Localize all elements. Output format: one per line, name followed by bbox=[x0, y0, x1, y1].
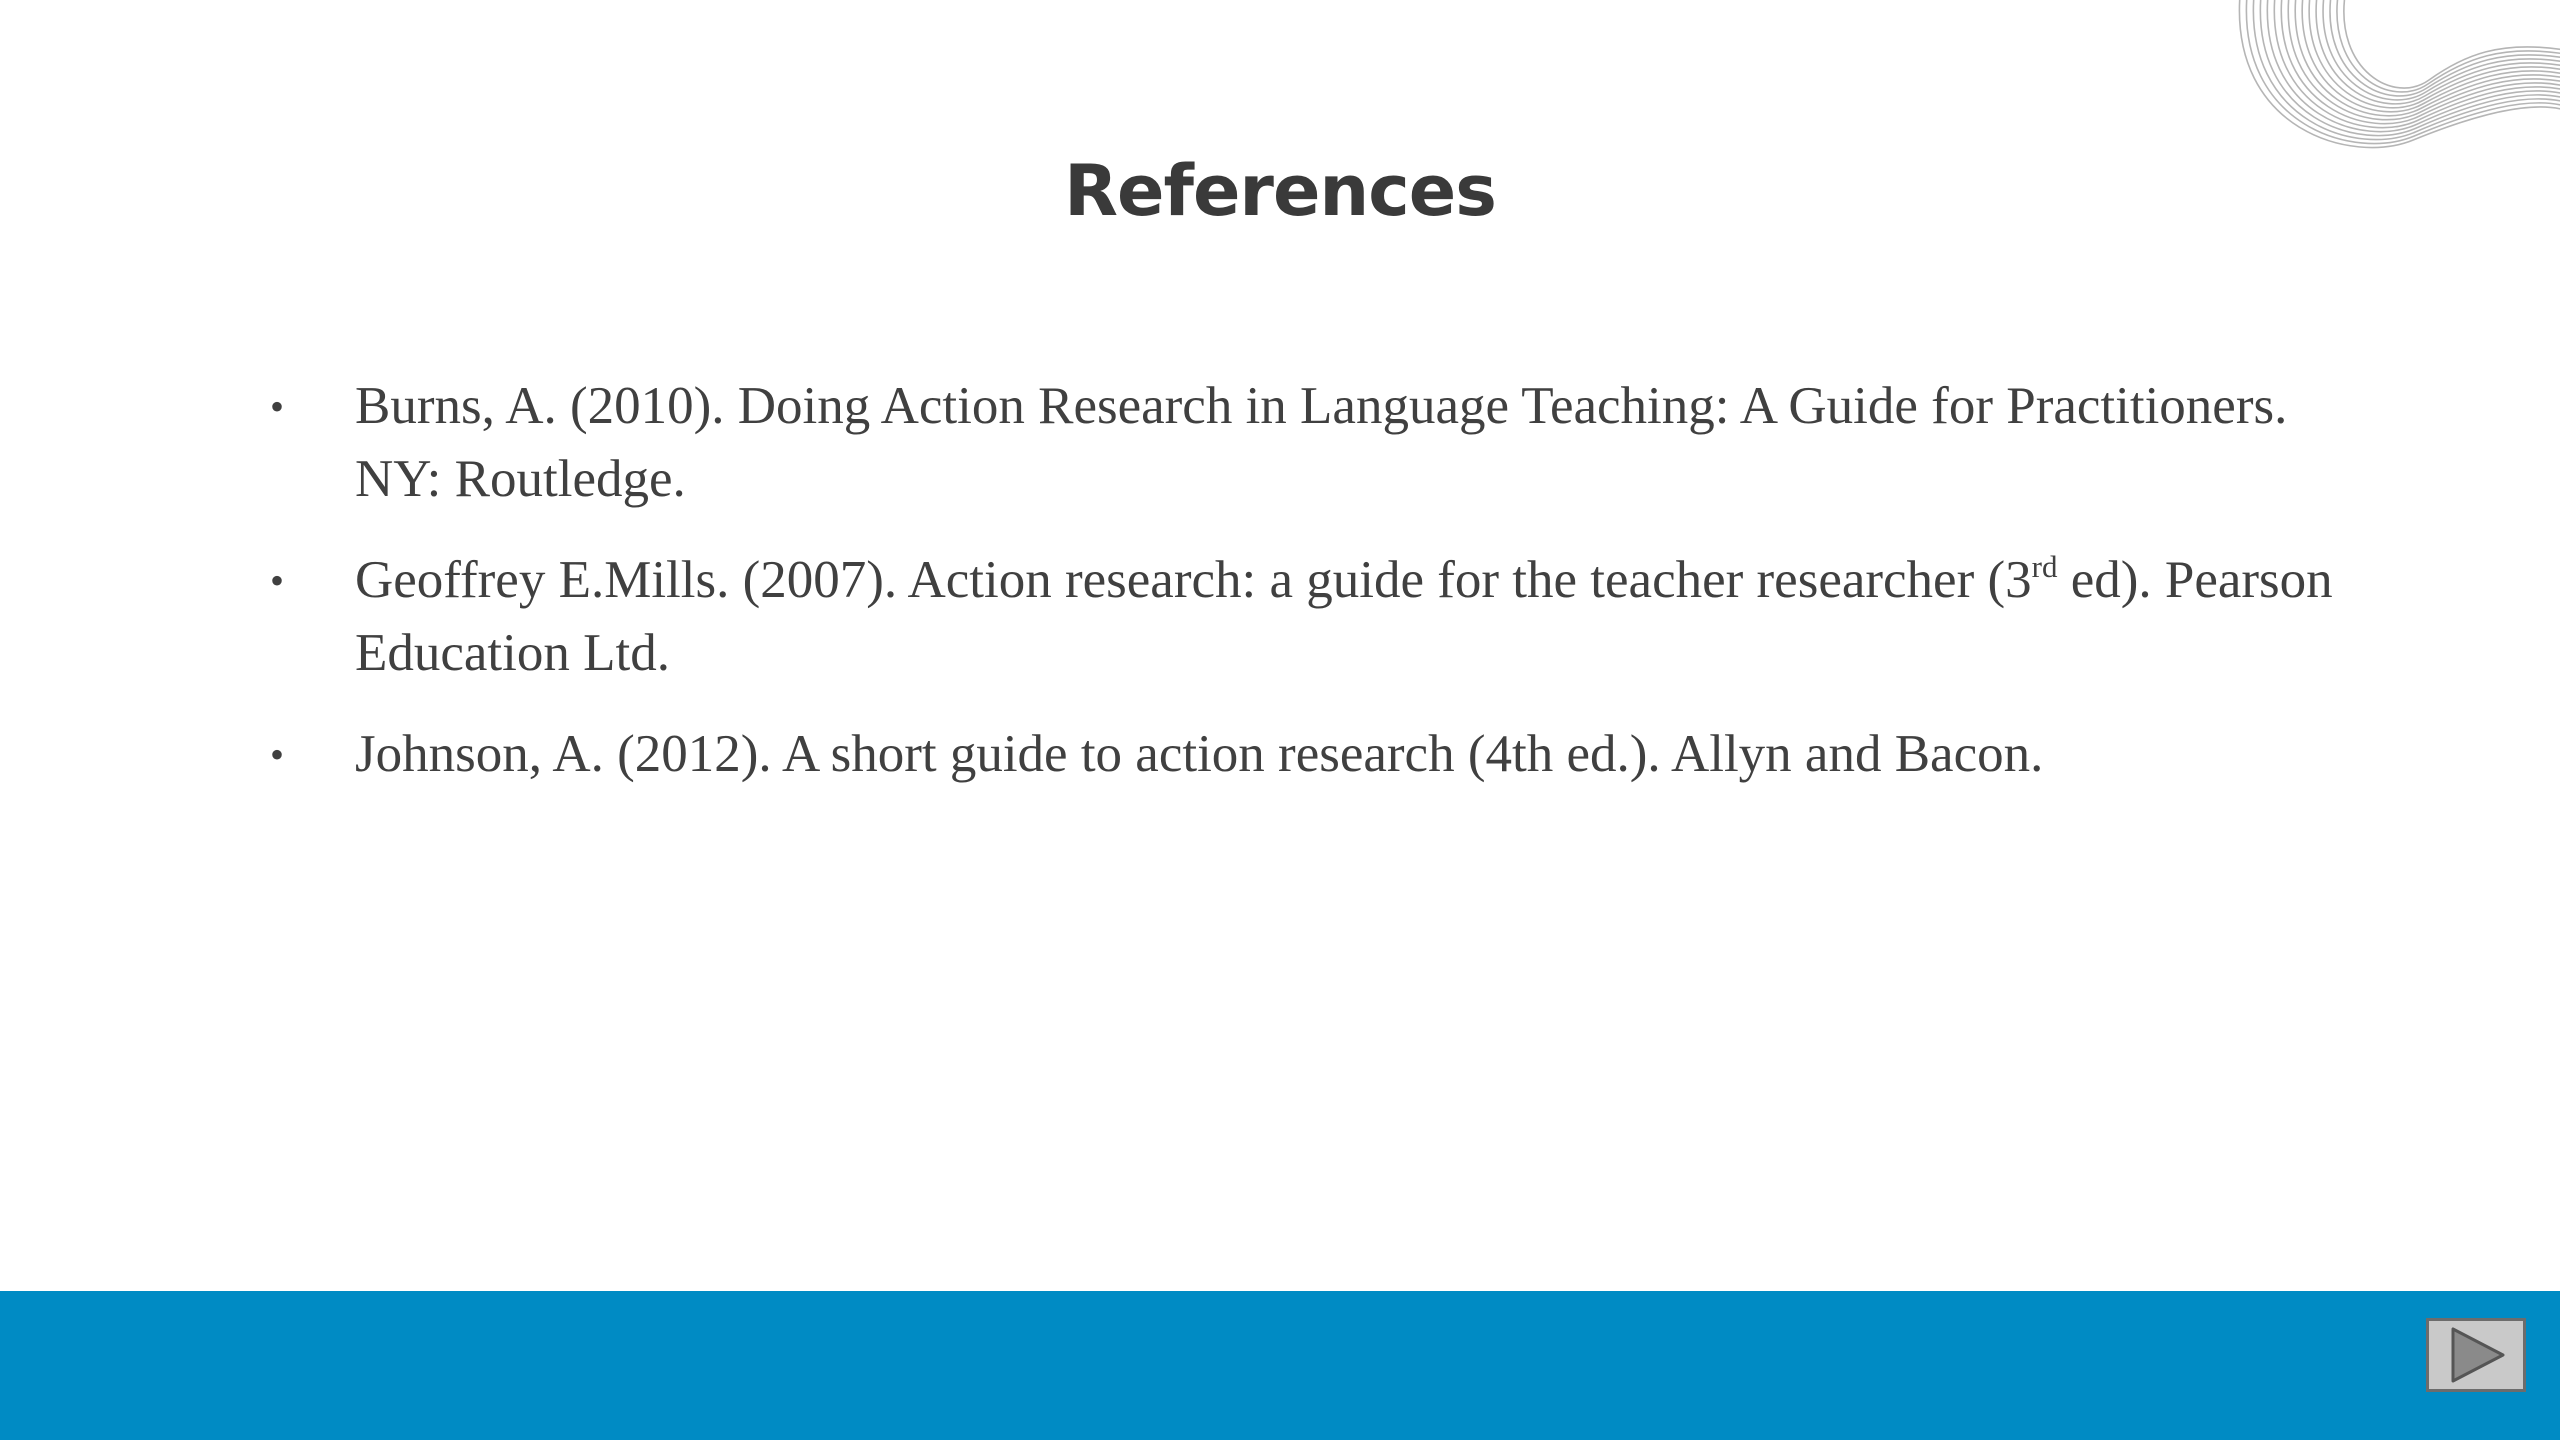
reference-item-mills bbox=[0, 544, 2560, 690]
footer-bar bbox=[0, 1291, 2560, 1440]
reference-text bbox=[355, 551, 2333, 682]
wave-lines-decoration bbox=[2180, 0, 2560, 160]
bullet-icon: • bbox=[270, 558, 285, 603]
reference-item-burns bbox=[0, 370, 2560, 516]
reference-text: Burns, A. (2010). Doing Action Research in Language Teaching: A Guide for Practitioners. NY: Routledge. bbox=[355, 377, 2288, 508]
reference-text-part: ed). Pearson Education Ltd. bbox=[355, 551, 2333, 682]
reference-list bbox=[0, 370, 2560, 819]
reference-text: Johnson, A. (2012). A short guide to action research (4th ed.). Allyn and Bacon. bbox=[355, 725, 2044, 783]
page-title: References bbox=[1064, 150, 1496, 232]
play-button[interactable] bbox=[2426, 1318, 2526, 1392]
ordinal-superscript: rd bbox=[2031, 549, 2058, 584]
play-triangle-icon bbox=[2429, 1321, 2523, 1389]
wave-line bbox=[2253, 0, 2560, 140]
reference-item-johnson bbox=[0, 718, 2560, 791]
reference-text-part: Geoffrey E.Mills. (2007). Action research: a guide for the teacher researcher (3 bbox=[355, 551, 2032, 609]
wave-line bbox=[2337, 0, 2560, 92]
bullet-icon: • bbox=[270, 384, 285, 429]
bullet-icon: • bbox=[270, 732, 285, 777]
wave-line bbox=[2323, 0, 2560, 100]
